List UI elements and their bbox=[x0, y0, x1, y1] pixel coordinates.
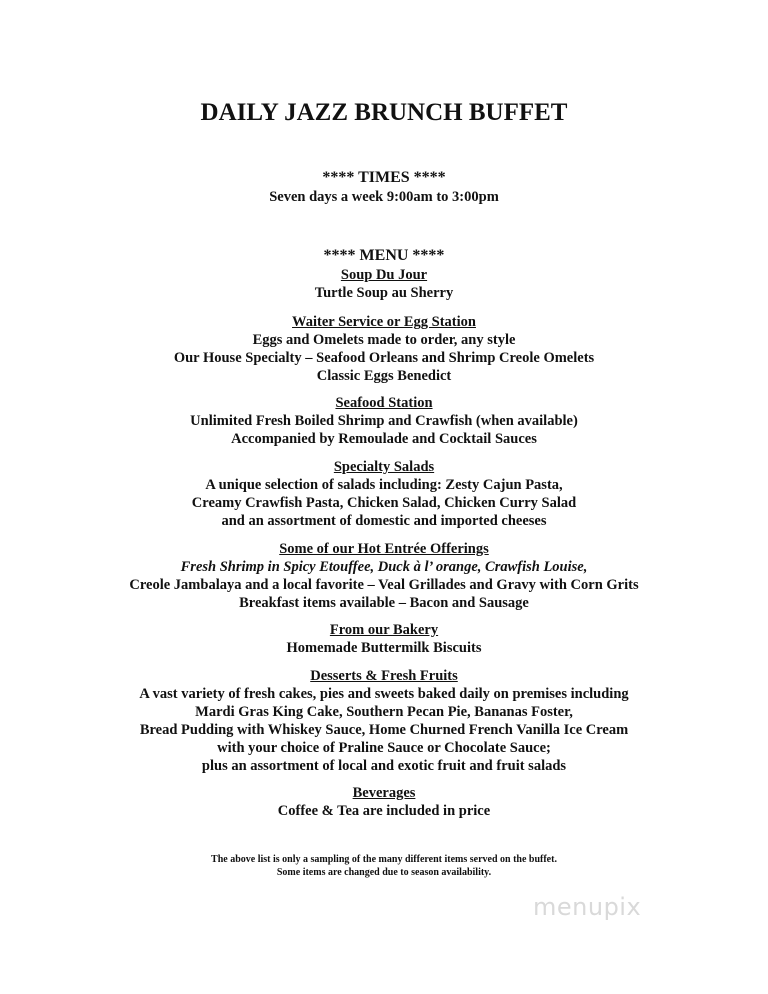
section-line: Coffee & Tea are included in price bbox=[277, 803, 491, 819]
section-egg-station bbox=[0, 313, 768, 385]
section-line: Creamy Crawfish Pasta, Chicken Salad, Chicken Curry Salad bbox=[191, 495, 577, 511]
section-line: A unique selection of salads including: Zesty Cajun Pasta, bbox=[205, 477, 563, 493]
section-line: Our House Specialty – Seafood Orleans and Shrimp Creole Omelets bbox=[173, 350, 595, 366]
section-heading: From our Bakery bbox=[329, 622, 439, 638]
section-bakery bbox=[0, 621, 768, 657]
menupix-watermark: menupix bbox=[533, 893, 642, 921]
section-seafood-station bbox=[0, 394, 768, 448]
section-line: Unlimited Fresh Boiled Shrimp and Crawfish (when available) bbox=[190, 413, 578, 429]
footnote-line: Some items are changed due to season availability. bbox=[276, 867, 492, 878]
section-heading: Specialty Salads bbox=[333, 459, 435, 475]
section-line: with your choice of Praline Sauce or Chocolate Sauce; bbox=[217, 740, 551, 756]
page-title: DAILY JAZZ BRUNCH BUFFET bbox=[200, 99, 568, 126]
section-line: Classic Eggs Benedict bbox=[316, 368, 452, 384]
footnote bbox=[0, 853, 768, 879]
section-line: and an assortment of domestic and imported cheeses bbox=[221, 513, 547, 529]
section-line: Fresh Shrimp in Spicy Etouffee, Duck à l’ orange, Crawfish Louise, bbox=[180, 559, 588, 575]
section-line: Breakfast items available – Bacon and Sausage bbox=[239, 595, 529, 611]
section-heading: Soup Du Jour bbox=[340, 267, 428, 283]
section-heading: Beverages bbox=[352, 785, 416, 801]
section-heading: Some of our Hot Entrée Offerings bbox=[279, 541, 489, 557]
menu-heading: **** MENU **** bbox=[323, 247, 445, 264]
section-line: Turtle Soup au Sherry bbox=[314, 285, 454, 301]
footnote-line: The above list is only a sampling of the many different items served on the buffet. bbox=[211, 854, 557, 865]
section-heading: Seafood Station bbox=[335, 395, 433, 411]
section-line: Homemade Buttermilk Biscuits bbox=[286, 640, 482, 656]
section-line: Mardi Gras King Cake, Southern Pecan Pie, Bananas Foster, bbox=[195, 704, 573, 720]
times-heading: **** TIMES **** bbox=[322, 169, 446, 186]
section-heading: Desserts & Fresh Fruits bbox=[310, 668, 458, 684]
section-specialty-salads bbox=[0, 458, 768, 530]
times-text bbox=[0, 188, 768, 206]
section-line: Creole Jambalaya and a local favorite – Veal Grillades and Gravy with Corn Grits bbox=[129, 577, 639, 593]
section-line: plus an assortment of local and exotic fruit and fruit salads bbox=[201, 758, 567, 774]
section-soup bbox=[0, 266, 768, 302]
section-line: Eggs and Omelets made to order, any style bbox=[252, 332, 516, 348]
section-desserts bbox=[0, 667, 768, 775]
section-beverages bbox=[0, 784, 768, 820]
section-heading: Waiter Service or Egg Station bbox=[292, 314, 476, 330]
section-line: Accompanied by Remoulade and Cocktail Sauces bbox=[231, 431, 537, 447]
section-hot-entrees bbox=[0, 540, 768, 612]
section-line: A vast variety of fresh cakes, pies and sweets baked daily on premises including bbox=[139, 686, 629, 702]
times-hours: Seven days a week 9:00am to 3:00pm bbox=[269, 189, 499, 205]
section-line: Bread Pudding with Whiskey Sauce, Home Churned French Vanilla Ice Cream bbox=[139, 722, 629, 738]
